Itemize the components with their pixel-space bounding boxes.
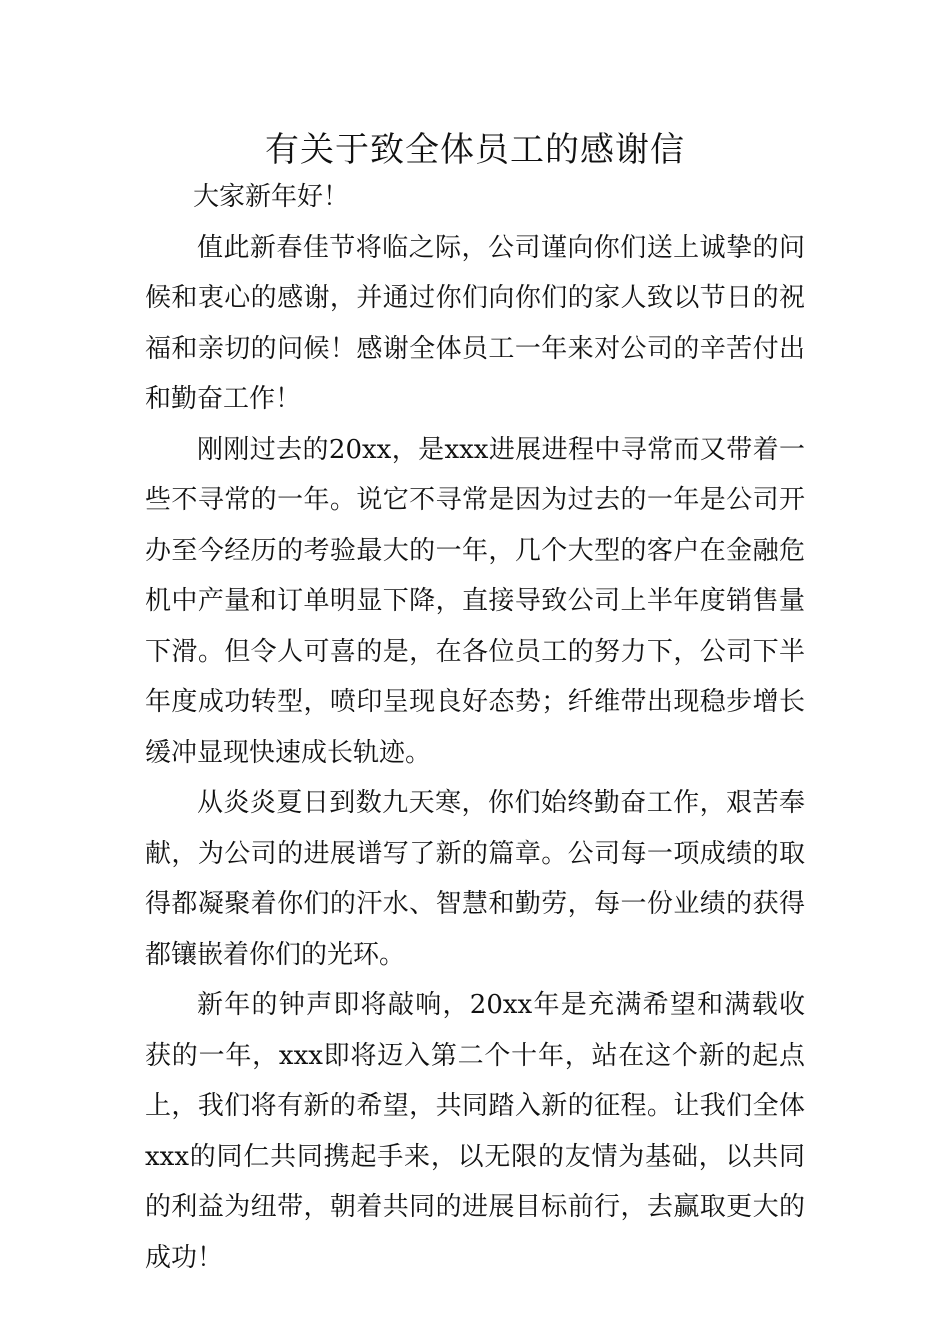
greeting-line: 大家新年好！ xyxy=(193,182,350,212)
paragraph-3: 从炎炎夏日到数九天寒，你们始终勤奋工作，艰苦奉献，为公司的进展谱写了新的篇章。公司每一项成绩的取得都凝聚着你们的汗水、智慧和勤劳，每一份业绩的获得都镶嵌着你们的光环。 xyxy=(145,788,805,970)
paragraph-1: 值此新春佳节将临之际，公司谨向你们送上诚挚的问候和衷心的感谢，并通过你们向你们的家人致以节日的祝福和亲切的问候！感谢全体员工一年来对公司的辛苦付出和勤奋工作！ xyxy=(145,232,805,414)
document-body xyxy=(145,172,805,1283)
document-title: 有关于致全体员工的感谢信 xyxy=(265,130,685,170)
paragraph-4: 新年的钟声即将敲响，20xx年是充满希望和满载收获的一年，xxx即将迈入第二个十年，站在这个新的起点上，我们将有新的希望，共同踏入新的征程。让我们全体xxx的同仁共同携起手来，以无限的友情为基础，以共同的利益为纽带，朝着共同的进展目标前行，去赢取更大的成功！ xyxy=(145,990,805,1273)
paragraph-2: 刚刚过去的20xx，是xxx进展进程中寻常而又带着一些不寻常的一年。说它不寻常是因为过去的一年是公司开办至今经历的考验最大的一年，几个大型的客户在金融危机中产量和订单明显下降，直接导致公司上半年度销售量下滑。但令人可喜的是，在各位员工的努力下，公司下半年度成功转型，喷印呈现良好态势；纤维带出现稳步增长缓冲显现快速成长轨迹。 xyxy=(145,434,805,768)
